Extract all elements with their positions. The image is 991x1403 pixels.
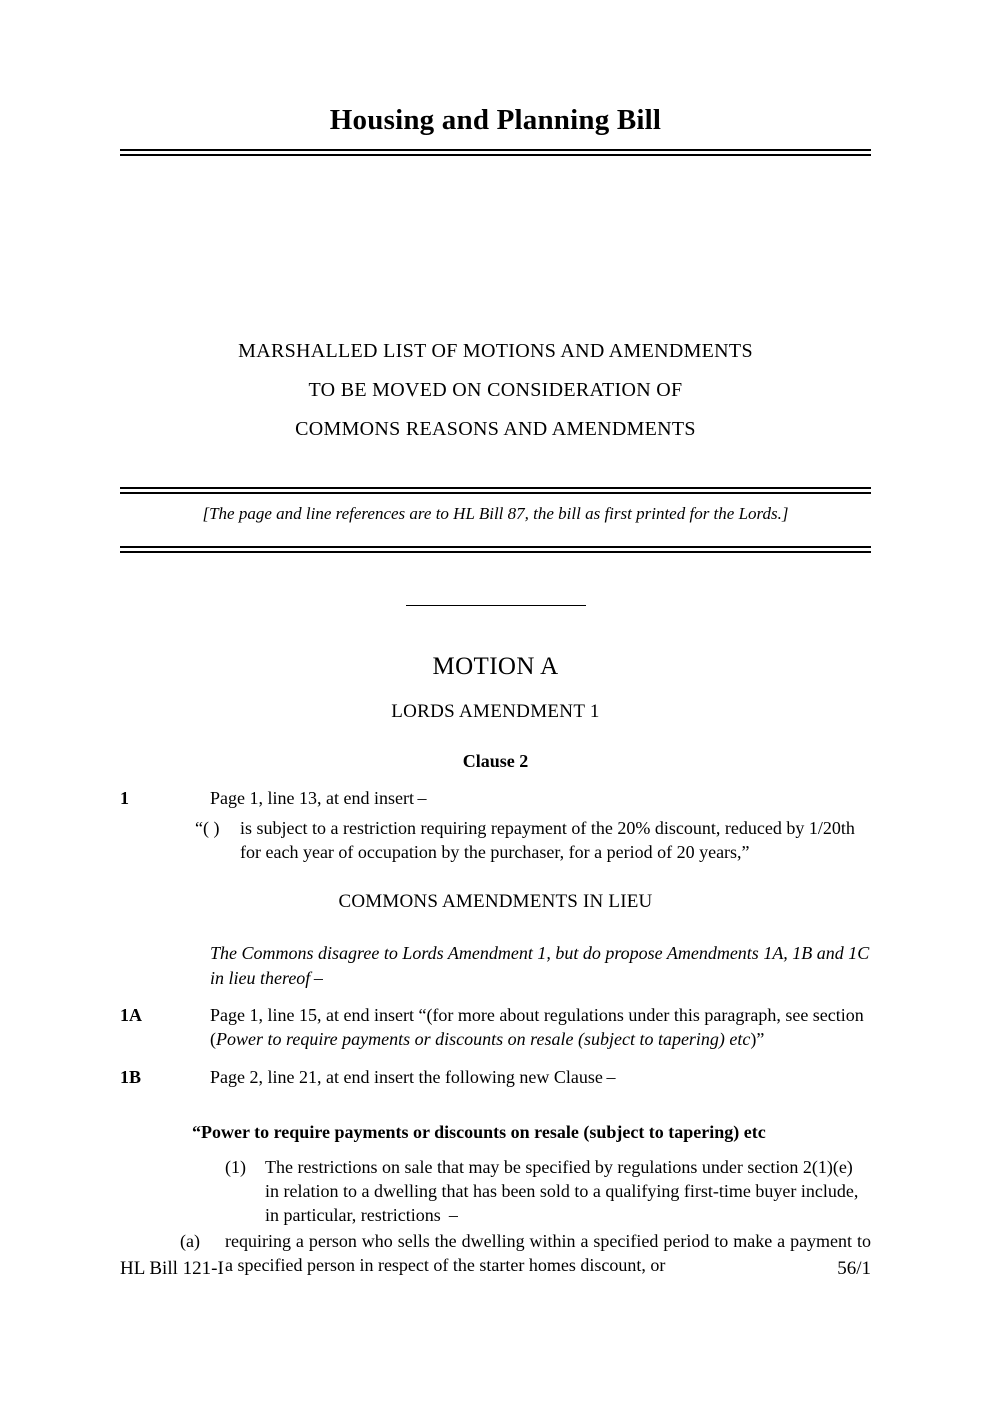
- inserted-quote-paragraph: [195, 817, 871, 865]
- heading-line-1: MARSHALLED LIST OF MOTIONS AND AMENDMENTS: [238, 340, 753, 363]
- amendment-text-post: )”: [750, 1028, 765, 1049]
- commons-disagree-paragraph: The Commons disagree to Lords Amendment 1, but do propose Amendments 1A, 1B and 1C in lieu thereof –: [210, 943, 870, 988]
- marshalled-list-heading: [120, 332, 871, 449]
- section-divider: [406, 605, 586, 606]
- new-clause-title: “Power to require payments or discounts on resale (subject to tapering) etc: [192, 1121, 766, 1142]
- amendment-text: [210, 1004, 871, 1052]
- reference-note: [The page and line references are to HL Bill 87, the bill as first printed for the Lords.]: [202, 504, 789, 524]
- paragraph-number: (a): [180, 1231, 200, 1252]
- page-number: 56/1: [837, 1258, 871, 1279]
- amendment-number: 1B: [120, 1066, 142, 1087]
- amendment-number: 1: [120, 787, 129, 808]
- clause-heading: Clause 2: [462, 751, 529, 772]
- heading-line-3: COMMONS REASONS AND AMENDMENTS: [295, 418, 696, 441]
- heading-line-2: TO BE MOVED ON CONSIDERATION OF: [308, 379, 683, 402]
- page-title: Housing and Planning Bill: [329, 104, 662, 136]
- quote-text: is subject to a restriction requiring repayment of the 20% discount, reduced by 1/20th for each year of occupation by the purchaser, for a period of 20 years,”: [240, 817, 855, 862]
- paragraph-text: The restrictions on sale that may be specified by regulations under section 2(1)(e) in relation to a dwelling that has been sold to a qualifying first-time buyer include, in particular, restrictions –: [265, 1157, 859, 1226]
- page-footer: [120, 1258, 871, 1280]
- amendment-text-italic: Power to require payments or discounts on resale (subject to tapering) etc: [216, 1028, 751, 1049]
- title-rule: [120, 149, 871, 156]
- new-clause-paragraph-1: [225, 1156, 871, 1228]
- commons-amendments-in-lieu-heading: COMMONS AMENDMENTS IN LIEU: [338, 890, 653, 912]
- amendment-number: 1A: [120, 1005, 142, 1026]
- paragraph-text: requiring a person who sells the dwelling within a specified period to make a payment to a specified person in respect of the starter homes discount, or: [225, 1231, 871, 1275]
- quote-marker: “( ): [195, 817, 220, 838]
- note-rule-bottom: [120, 546, 871, 553]
- reference-note-block: [120, 487, 871, 553]
- motion-title: MOTION A: [432, 653, 559, 681]
- amendment-text-pre: Page 1, line 15, at end insert “(for more about regulations under this paragraph, see section (: [210, 1005, 864, 1049]
- amendment-entry-1b: [120, 1066, 871, 1090]
- bill-reference: HL Bill 121-I: [120, 1258, 224, 1279]
- amendment-text: Page 2, line 21, at end insert the following new Clause –: [210, 1066, 616, 1087]
- note-rule-top: [120, 487, 871, 494]
- amendment-entry-1a: [120, 1004, 871, 1052]
- paragraph-number: (1): [225, 1157, 246, 1178]
- lords-amendment-heading: LORDS AMENDMENT 1: [391, 701, 600, 723]
- amendment-entry-1: [120, 787, 871, 811]
- amendment-text: Page 1, line 13, at end insert –: [210, 787, 427, 808]
